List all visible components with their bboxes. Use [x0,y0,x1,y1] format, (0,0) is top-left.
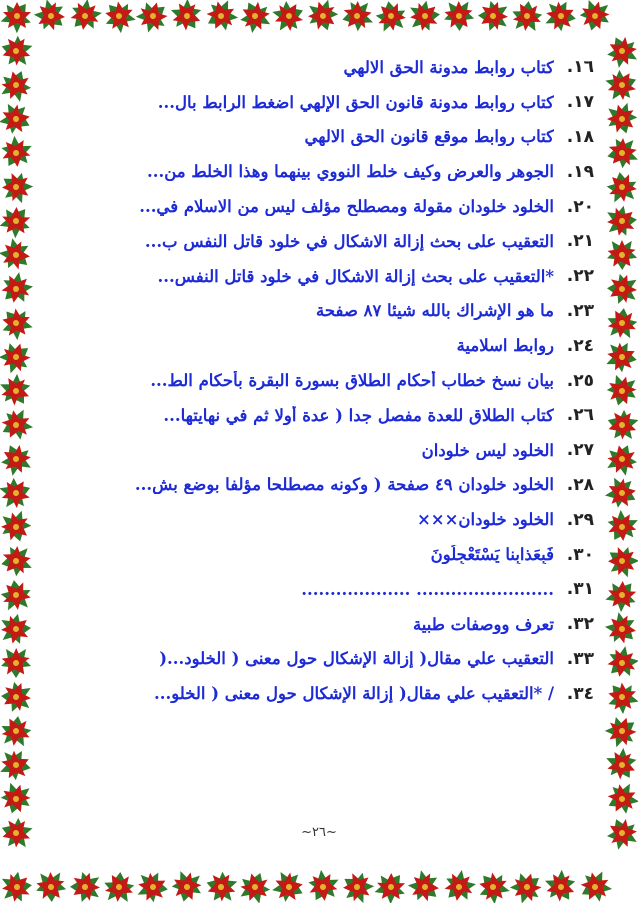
poinsettia-flower [0,565,45,623]
poinsettia-flower [0,233,39,278]
poinsettia-flower [0,365,43,419]
item-link[interactable]: الخلود ليس خلودان [421,440,554,460]
poinsettia-flower [430,0,488,45]
list-item [96,50,594,85]
item-number: ٣٤. [566,683,594,704]
item-number: ١٨. [566,126,594,147]
item-number: ١٦. [566,57,594,78]
item-number: ٢٤. [566,335,594,356]
poinsettia-flower [0,266,40,314]
poinsettia-flower [464,0,521,45]
poinsettia-flower [594,23,638,79]
poinsettia-flower [592,124,638,182]
poinsettia-flower [596,399,638,451]
item-number: ٢٥. [566,370,594,391]
poinsettia-flower [327,0,385,45]
item-number: ٢١. [566,231,594,252]
item-link[interactable]: التعقيب علي مقال( إزالة الإشكال حول معنى ( الخلود...( [159,649,554,669]
poinsettia-flower [596,705,638,757]
poinsettia-flower [0,703,44,759]
list-item [96,154,594,189]
item-link[interactable]: كتاب الطلاق للعدة مفصل جدا ( عدة أولا ثم في نهايتها... [163,405,554,425]
poinsettia-flower [126,859,181,903]
poinsettia-flower [593,260,638,317]
poinsettia-flower [534,0,589,44]
item-link[interactable]: ما هو الإشراك بالله شيئا ٨٧ صفحة [315,301,554,321]
poinsettia-flower [593,91,638,149]
item-link[interactable]: تعرف ووصفات طبية [412,614,554,634]
item-link[interactable]: الخلود خلودان××× [416,510,554,530]
item-number: ٣٢. [566,614,594,635]
item-number: ٢٨. [566,474,594,495]
item-link[interactable]: / *التعقيب علي مقال( إزالة الإشكال حول معنى ( الخلو... [154,684,554,704]
list-item [96,189,594,224]
poinsettia-flower [265,863,313,903]
item-number: ٢٣. [566,300,594,321]
poinsettia-flower [0,430,44,486]
item-number: ٢٠. [566,196,594,217]
poinsettia-flower [0,738,44,792]
item-link[interactable]: فَبِعَذابِنا يَسْتَعْجِلُونَ [430,545,554,565]
item-number: ٣٣. [566,648,594,669]
poinsettia-flower [593,157,638,215]
poinsettia-flower [0,635,45,693]
item-number: ٢٢. [566,266,594,287]
poinsettia-flower [599,606,638,652]
poinsettia-flower [91,858,148,903]
poinsettia-flower [0,858,47,903]
list-item [96,676,594,711]
list-item [96,120,594,155]
poinsettia-flower [0,773,42,826]
item-number: ٣١. [566,579,594,600]
item-link[interactable]: الخلود خلودان مقولة ومصطلح مؤلف ليس من الاسلام في... [139,197,554,217]
poinsettia-flower [403,865,448,903]
list-item [96,537,594,572]
poinsettia-flower [56,858,113,903]
poinsettia-flower [594,295,638,351]
poinsettia-flower [29,0,73,38]
poinsettia-flower [22,859,80,903]
item-link[interactable]: بيان نسخ خطاب أحكام الطلاق بسورة البقرة بأحكام الط... [150,371,554,391]
poinsettia-flower [335,865,378,903]
poinsettia-flower [0,199,38,242]
list-item [96,468,594,503]
poinsettia-flower [599,505,638,550]
list-item [96,607,594,642]
poinsettia-flower [593,227,638,285]
poinsettia-flower [194,861,246,903]
poinsettia-flower [596,671,638,722]
poinsettia-flower [0,60,41,110]
item-link[interactable]: *التعقيب على بحث إزالة الاشكال في خلود قاتل النفس... [157,266,554,286]
poinsettia-flower [61,0,108,40]
list-item [96,363,594,398]
poinsettia-flower [294,0,352,45]
poinsettia-flower [193,0,247,43]
list-item [96,572,594,607]
poinsettia-flower [0,0,38,36]
poinsettia-flower [0,532,45,590]
poinsettia-flower [597,639,638,687]
poinsettia-flower [595,365,638,418]
item-link[interactable]: كتاب روابط مدونة قانون الحق الإلهي اضغط الرابط بال... [157,92,554,112]
poinsettia-flower [370,866,412,903]
list-item [96,294,594,329]
poinsettia-flower [261,0,318,44]
list-item [96,502,594,537]
item-link[interactable]: روابط اسلامية [456,336,554,356]
poinsettia-flower [227,0,283,43]
poinsettia-flower [535,861,588,903]
poinsettia-flower [594,772,638,827]
item-link[interactable]: كتاب روابط موقع قانون الحق الالهي [304,127,554,147]
list-item [96,328,594,363]
poinsettia-flower [499,0,555,44]
list-item [96,85,594,120]
poinsettia-flower [0,298,41,348]
poinsettia-flower [230,861,281,903]
poinsettia-flower [161,0,214,43]
list-item [96,224,594,259]
poinsettia-flower [0,331,42,383]
poinsettia-flower [0,464,45,521]
item-number: ٢٩. [566,509,594,530]
poinsettia-flower [94,0,143,40]
item-link[interactable]: الخلود خلودان ٤٩ صفحة ( وكونه مصطلحا مؤلفا بوضع بش... [134,475,554,495]
poinsettia-flower [601,540,638,582]
item-number: ٢٧. [566,440,594,461]
poinsettia-flower [435,864,482,903]
dotted-separator: ........................ ................... [301,579,554,599]
poinsettia-flower [468,862,517,903]
poinsettia-flower [567,860,622,903]
poinsettia-flower [396,0,454,45]
poinsettia-flower [568,0,622,43]
item-link[interactable]: التعقيب على بحث إزالة الاشكال في خلود قاتل النفس ب... [144,231,554,251]
item-number: ٣٠. [566,544,594,565]
poinsettia-flower [128,0,179,41]
poinsettia-flower [0,669,44,726]
item-number: ١٩. [566,161,594,182]
list-item [96,259,594,294]
poinsettia-flower [160,861,214,903]
poinsettia-flower [502,861,554,903]
poinsettia-flower [0,95,40,143]
item-link[interactable]: كتاب روابط مدونة الحق الالهي [343,57,554,77]
poinsettia-flower [0,600,46,658]
list-item [96,642,594,677]
list-item [96,433,594,468]
link-list [96,50,594,813]
page-number: ~٢٦~ [301,825,337,840]
poinsettia-flower [0,25,41,77]
poinsettia-flower [0,499,45,557]
poinsettia-flower [0,398,43,453]
item-number: ٢٦. [566,405,594,426]
item-number: ١٧. [566,92,594,113]
list-item [96,398,594,433]
poinsettia-flower [601,573,638,616]
poinsettia-flower [594,56,638,113]
poinsettia-flower [0,131,38,176]
poinsettia-flower [597,434,638,483]
poinsettia-flower [599,470,638,517]
item-link[interactable]: الجوهر والعرض وكيف خلط النووي بينهما وهذا الخلط من... [147,162,554,182]
poinsettia-flower [0,165,37,208]
poinsettia-flower [300,865,346,903]
